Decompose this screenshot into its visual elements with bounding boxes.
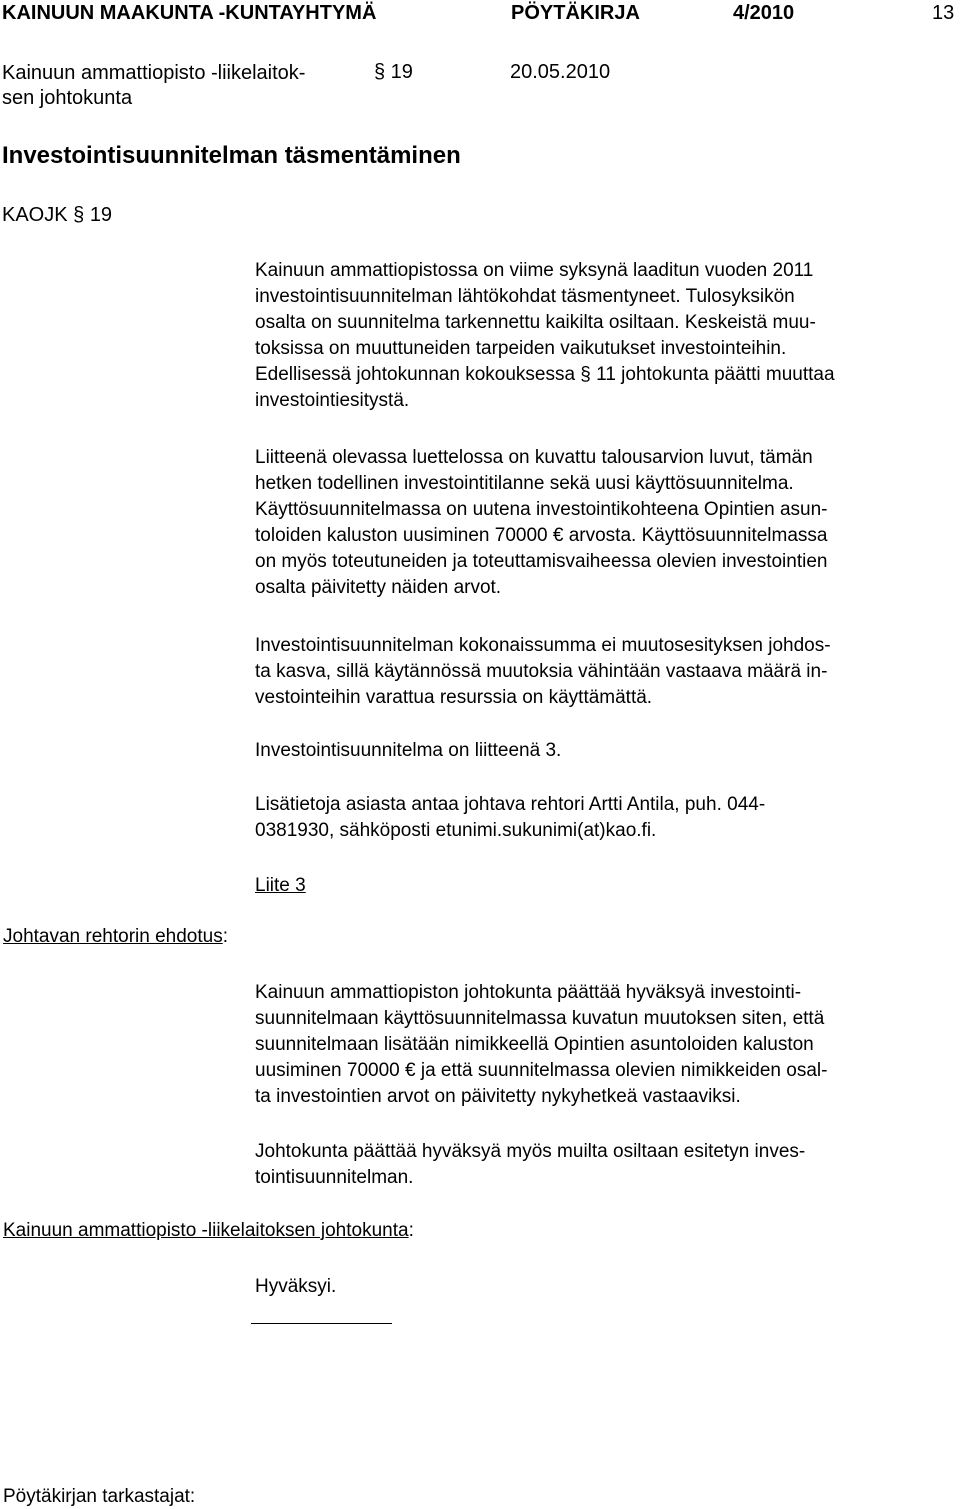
header-section: § 19	[374, 61, 413, 83]
text-line: Liitteenä olevassa luettelossa on kuvattu talousarvion luvut, tämän	[255, 447, 813, 468]
text-line: investointisuunnitelman lähtökohdat täsmentyneet. Tulosyksikön	[255, 286, 795, 307]
board-label	[3, 1220, 414, 1242]
text-line: suunnitelmaan lisätään nimikkeellä Opintien asuntoloiden kaluston	[255, 1034, 814, 1055]
text-line: osalta päivitetty näiden arvot.	[255, 577, 502, 598]
divider-line	[251, 1323, 392, 1324]
text-line: vestointeihin varattua resurssia on käyttämättä.	[255, 687, 653, 708]
section-reference: KAOJK § 19	[2, 204, 113, 226]
text-line: on myös toteutuneiden ja toteuttamisvaiheessa olevien investointien	[255, 551, 828, 572]
paragraph-proposal-additional	[255, 1139, 957, 1191]
paragraph-proposal	[255, 980, 957, 1110]
header-document-type: PÖYTÄKIRJA	[511, 2, 640, 24]
text-line: Käyttösuunnitelmassa on uutena investointikohteena Opintien asun-	[255, 499, 828, 520]
text-line: Kainuun ammattiopiston johtokunta päättää hyväksyä investointi-	[255, 982, 802, 1003]
header-page-number: 13	[932, 2, 955, 24]
paragraph-background	[255, 258, 957, 414]
header-date: 20.05.2010	[510, 61, 611, 83]
header-organization: KAINUUN MAAKUNTA -KUNTAYHTYMÄ	[2, 2, 377, 24]
text-line: 0381930, sähköposti etunimi.sukunimi(at)kao.fi.	[255, 820, 657, 841]
text-line: hetken todellinen investointitilanne sekä uusi käyttösuunnitelma.	[255, 473, 794, 494]
text-line: toloiden kaluston uusiminen 70000 € arvosta. Käyttösuunnitelmassa	[255, 525, 828, 546]
text-line: ta investointien arvot on päivitetty nykyhetkeä vastaaviksi.	[255, 1086, 741, 1107]
board-label-text: Kainuun ammattiopisto -liikelaitoksen johtokunta	[3, 1220, 409, 1241]
header-unit-line2: sen johtokunta	[2, 87, 133, 109]
minutes-checkers-label: Pöytäkirjan tarkastajat:	[3, 1486, 196, 1507]
text-line: Lisätietoja asiasta antaa johtava rehtori Artti Antila, puh. 044-	[255, 794, 766, 815]
board-label-colon: :	[408, 1220, 414, 1241]
text-line: Investointisuunnitelma on liitteenä 3.	[255, 740, 562, 761]
page-title: Investointisuunnitelman täsmentäminen	[2, 142, 461, 169]
text-line: toksissa on muuttuneiden tarpeiden vaikutukset investointeihin.	[255, 338, 787, 359]
header-unit-line1: Kainuun ammattiopisto -liikelaitok-	[2, 62, 306, 84]
paragraph-contact-info	[255, 792, 957, 844]
text-line: osalta on suunnitelma tarkennettu kaikilta osiltaan. Keskeistä muu-	[255, 312, 816, 333]
text-line: Edellisessä johtokunnan kokouksessa § 11 johtokunta päätti muuttaa	[255, 364, 835, 385]
text-line: uusiminen 70000 € ja että suunnitelmassa olevien nimikkeiden osal-	[255, 1060, 828, 1081]
proposal-label	[3, 926, 228, 948]
proposal-label-colon: :	[222, 926, 228, 947]
decision-text: Hyväksyi.	[255, 1276, 337, 1297]
text-line: investointiesitystä.	[255, 390, 410, 411]
proposal-label-text: Johtavan rehtorin ehdotus	[3, 926, 223, 947]
paragraph-decision	[255, 1274, 957, 1300]
text-line: Kainuun ammattiopistossa on viime syksynä laaditun vuoden 2011	[255, 260, 814, 281]
header-document-number: 4/2010	[733, 2, 795, 24]
text-line: suunnitelmaan käyttösuunnitelmassa kuvatun muutoksen siten, että	[255, 1008, 825, 1029]
text-line: Investointisuunnitelman kokonaissumma ei muutosesityksen johdos-	[255, 635, 831, 656]
paragraph-attachment-note	[255, 738, 957, 764]
paragraph-total-sum	[255, 633, 957, 711]
paragraph-attachment-description	[255, 445, 957, 601]
text-line: tointisuunnitelman.	[255, 1167, 414, 1188]
text-line: Johtokunta päättää hyväksyä myös muilta osiltaan esitetyn inves-	[255, 1141, 806, 1162]
attachment-link-block	[255, 873, 957, 899]
text-line: ta kasva, sillä käytännössä muutoksia vähintään vastaava määrä in-	[255, 661, 828, 682]
attachment-link[interactable]: Liite 3	[255, 875, 306, 896]
header-unit	[2, 61, 372, 111]
